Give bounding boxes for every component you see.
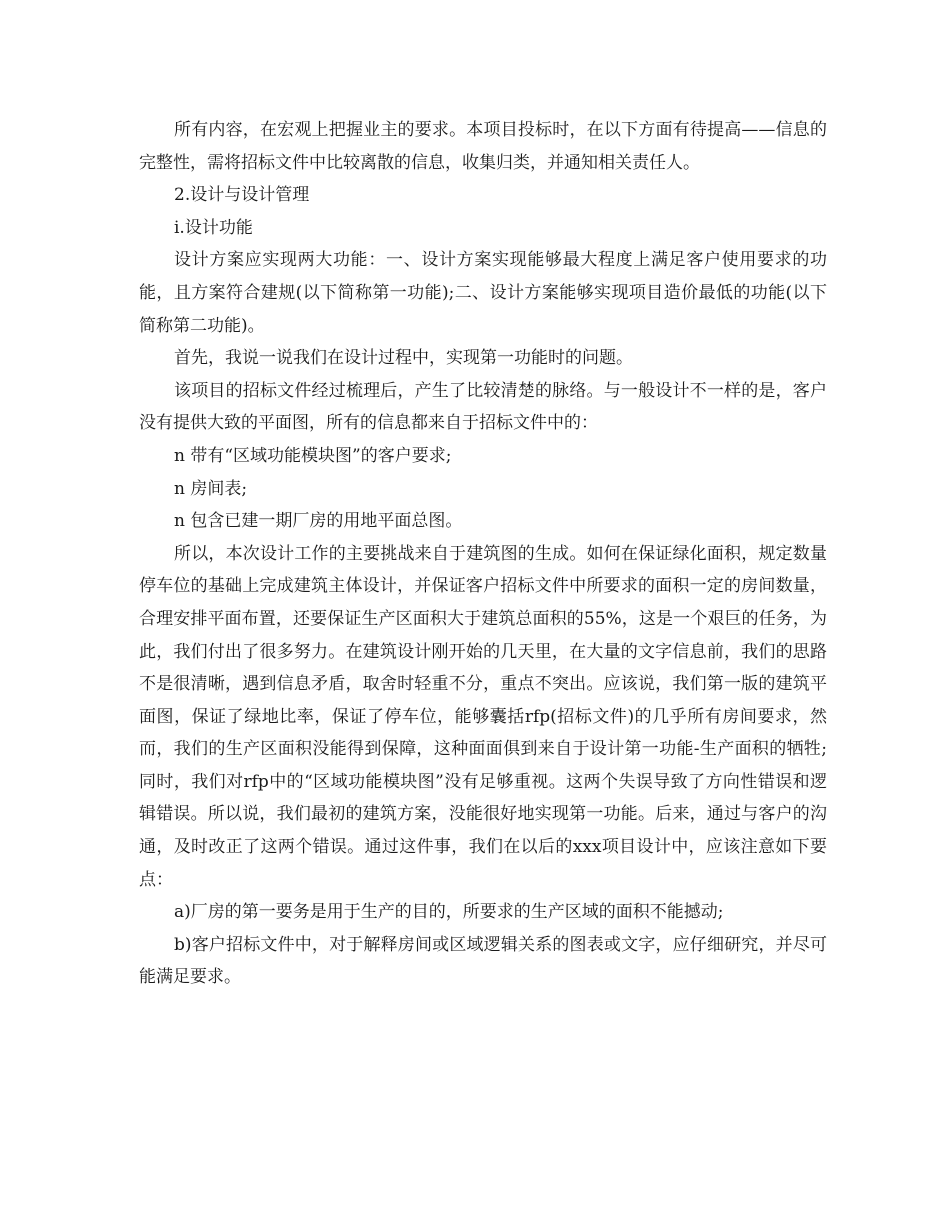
list-item-point-a: a)厂房的第一要务是用于生产的目的，所要求的生产区域的面积不能撼动; bbox=[174, 902, 724, 923]
subsection-heading-design-function: i.设计功能 bbox=[174, 217, 253, 238]
document-body bbox=[139, 114, 827, 994]
list-item-site-plan: n 包含已建一期厂房的用地平面总图。 bbox=[174, 511, 463, 532]
paragraph-two-functions: 设计方案应实现两大功能：一、设计方案实现能够最大程度上满足客户使用要求的功能，且方案符合建规(以下简称第一功能);二、设计方案能够实现项目造价最低的功能(以下简称第二功能)。 bbox=[139, 250, 827, 336]
list-item-room-table: n 房间表; bbox=[174, 478, 248, 499]
paragraph-tender-docs: 该项目的招标文件经过梳理后，产生了比较清楚的脉络。与一般设计不一样的是，客户没有提供大致的平面图，所有的信息都来自于招标文件中的： bbox=[139, 380, 827, 434]
section-heading-design: 2.设计与设计管理 bbox=[174, 185, 310, 206]
paragraph-main-challenge: 所以，本次设计工作的主要挑战来自于建筑图的生成。如何在保证绿化面积，规定数量停车位的基础上完成建筑主体设计，并保证客户招标文件中所要求的面积一定的房间数量，合理安排平面布置，还要保证生产区面积大于建筑总面积的55%，这是一个艰巨的任务，为此，我们付出了很多努力。在建筑设计刚开始的几天里，在大量的文字信息前，我们的思路不是很清晰，遇到信息矛盾，取舍时轻重不分，重点不突出。应该说，我们第一版的建筑平面图，保证了绿地比率，保证了停车位，能够囊括rfp(招标文件)的几乎所有房间要求，然而，我们的生产区面积没能得到保障，这种面面俱到来自于设计第一功能-生产面积的牺牲;同时，我们对rfp中的“区域功能模块图”没有足够重视。这两个失误导致了方向性错误和逻辑错误。所以说，我们最初的建筑方案，没能很好地实现第一功能。后来，通过与客户的沟通，及时改正了这两个错误。通过这件事，我们在以后的xxx项目设计中，应该注意如下要点： bbox=[139, 543, 827, 890]
paragraph-first-function-intro: 首先，我说一说我们在设计过程中，实现第一功能时的问题。 bbox=[174, 348, 633, 369]
list-item-zone-diagram: n 带有“区域功能模块图”的客户要求; bbox=[174, 445, 452, 466]
paragraph-continuation: 所有内容，在宏观上把握业主的要求。本项目投标时，在以下方面有待提高——信息的完整性，需将招标文件中比较离散的信息，收集归类，并通知相关责任人。 bbox=[139, 120, 827, 173]
list-item-point-b: b)客户招标文件中，对于解释房间或区域逻辑关系的图表或文字，应仔细研究，并尽可能满足要求。 bbox=[139, 934, 827, 988]
